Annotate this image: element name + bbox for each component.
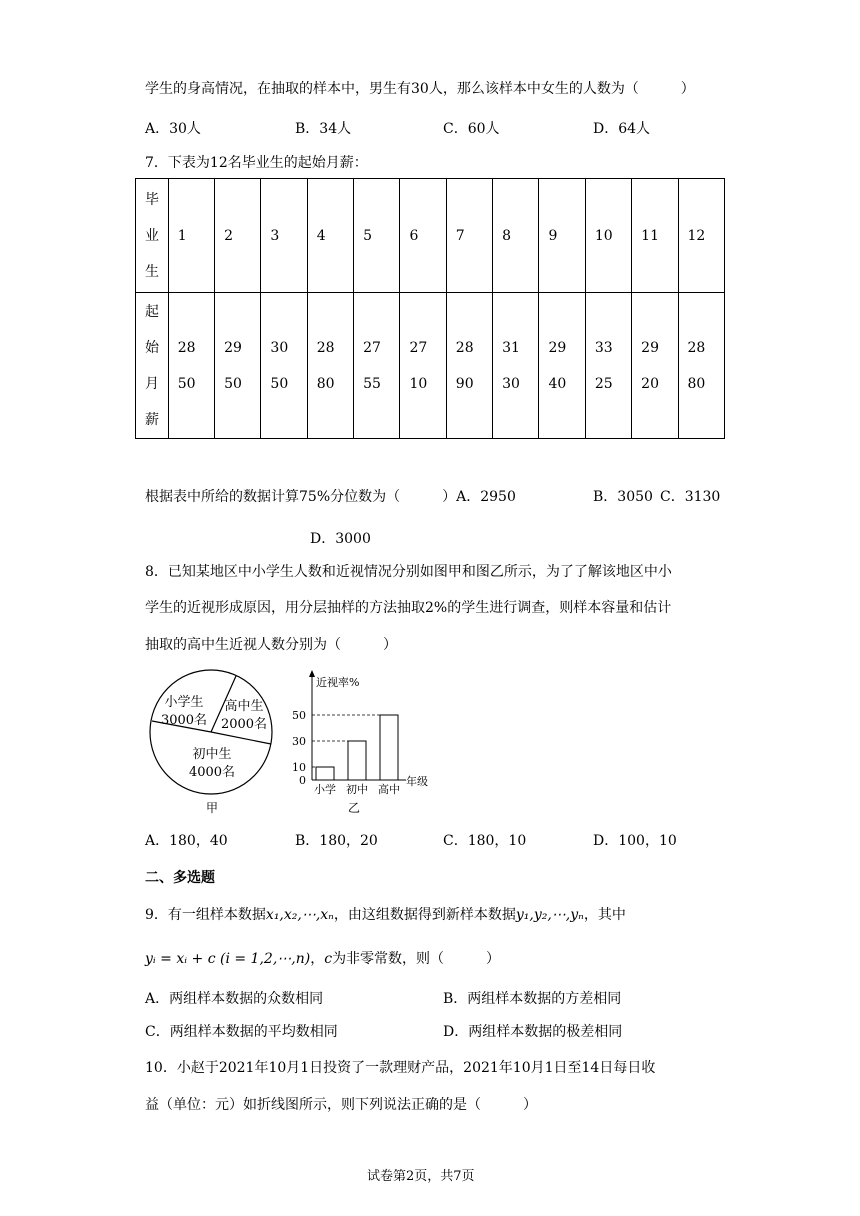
table-cell: 6 [400,179,446,293]
bar-marks [312,715,400,796]
q6-option-c[interactable]: C．60人 [443,121,500,137]
q10-line2: 益（单位：元）如折线图所示，则下列说法正确的是（ ） [145,1097,537,1113]
table-cell: 4 [307,179,353,293]
q8-line2: 学生的近视形成原因，用分层抽样的方法抽取2%的学生进行调查，则样本容量和估计 [145,600,672,616]
page-footer: 试卷第2页，共7页 [367,1169,475,1184]
table-cell: 2 [215,179,261,293]
table-cell: 2880 [678,293,725,439]
table-cell: 10 [585,179,631,293]
q9-suffix: ，其中 [583,907,626,923]
table-cell: 3325 [585,293,631,439]
table-cell: 3130 [493,293,539,439]
y-tick-label: 0 [299,774,306,787]
q9-option-d[interactable]: D．两组样本数据的极差相同 [443,1024,623,1040]
bar-caption: 乙 [347,801,361,815]
table-row-ids [136,179,725,293]
table-cell: 2920 [632,293,678,439]
q6-option-a[interactable]: A．30人 [145,121,201,137]
q8-line1: 8．已知某地区中小学生人数和近视情况分别如图甲和图乙所示，为了了解该地区中小 [145,564,672,580]
q9-prefix: 9．有一组样本数据 [145,907,266,923]
table-cell: 2950 [215,293,261,439]
bar-高中 [380,715,398,780]
y-tick-label: 30 [292,735,306,748]
q8-line3: 抽取的高中生近视人数分别为（ ） [145,637,397,653]
table-cell: 2890 [446,293,492,439]
section-heading: 二、多选题 [145,870,215,886]
bar-小学 [316,767,334,780]
q7-option-b[interactable]: B．3050 [593,489,653,505]
table-cell: 1 [168,179,214,293]
q9-y-sequence: y₁,y₂,⋯,yₙ [515,907,584,923]
q10-line1: 10．小赵于2021年10月1日投资了一款理财产品，2021年10月1日至14日每日收 [145,1060,656,1076]
y-tick-label: 50 [292,709,306,722]
salary-table [135,178,725,439]
y-axis-arrow [309,670,315,677]
table-cell: 3050 [261,293,307,439]
pie-count-primary: 3000名 [160,713,208,728]
q6-stem: 学生的身高情况，在抽取的样本中，男生有30人，那么该样本中女生的人数为（ ） [145,81,695,97]
table-cell: 2880 [307,293,353,439]
y-axis-label: 近视率% [316,676,360,689]
pie-label-middle: 初中生 [192,747,232,762]
q7-option-d[interactable]: D．3000 [310,531,371,547]
table-cell: 5 [354,179,400,293]
pie-chart [148,668,278,820]
y-ticks [292,709,306,787]
pie-label-primary: 小学生 [164,695,204,710]
q8-option-b[interactable]: B．180，20 [295,833,378,849]
q8-option-d[interactable]: D．100，10 [593,833,677,849]
q9-formula: yᵢ = xᵢ + c (i = 1,2,⋯,n) [145,951,311,967]
q7-stem: 7．下表为12名毕业生的起始月薪： [145,155,368,171]
x-tick-label: 初中 [346,783,368,796]
pie-label-high: 高中生 [224,699,264,714]
q9-option-a[interactable]: A．两组样本数据的众数相同 [145,991,324,1007]
table-cell: 2940 [539,293,585,439]
table-cell: 2755 [354,293,400,439]
x-tick-label: 小学 [314,783,336,796]
pie-divider [211,732,271,744]
q7-option-c[interactable]: C．3130 [660,489,721,505]
table-cell: 3 [261,179,307,293]
q8-option-c[interactable]: C．180，10 [443,833,527,849]
q9-option-b[interactable]: B．两组样本数据的方差相同 [443,991,622,1007]
pie-count-high: 2000名 [220,717,268,732]
q9-mid: ，由这组数据得到新样本数据 [333,907,516,923]
table-cell: 8 [493,179,539,293]
table-header-graduate: 毕业生 [136,179,169,293]
q6-option-d[interactable]: D．64人 [593,121,651,137]
q9-line1 [145,904,626,924]
table-cell: 2710 [400,293,446,439]
q9-line2: yᵢ = xᵢ + c (i = 1,2,⋯,n)，c为非零常数，则（ ） [145,951,501,967]
table-cell: 7 [446,179,492,293]
x-axis-label: 年级 [406,775,428,788]
table-header-salary: 起始月薪 [136,293,169,439]
table-row-salaries [136,293,725,439]
table-cell: 11 [632,179,678,293]
q6-option-b[interactable]: B．34人 [295,121,352,137]
table-cell: 2850 [168,293,214,439]
bar-初中 [348,741,366,780]
table-cell: 12 [678,179,725,293]
q9-option-c[interactable]: C．两组样本数据的平均数相同 [145,1024,338,1040]
x-tick-label: 高中 [378,783,400,796]
q9-x-sequence: x₁,x₂,⋯,xₙ [265,907,334,923]
pie-count-middle: 4000名 [188,765,236,780]
q9-line2-suffix: 为非零常数，则（ ） [332,951,501,967]
q8-option-a[interactable]: A．180，40 [145,833,228,849]
q7-question: 根据表中所给的数据计算75%分位数为（ ）A．2950 [145,489,516,505]
bar-chart [290,668,440,820]
table-cell: 9 [539,179,585,293]
y-tick-label: 10 [292,761,306,774]
q9-constant: c [324,951,333,967]
pie-caption: 甲 [205,801,219,815]
